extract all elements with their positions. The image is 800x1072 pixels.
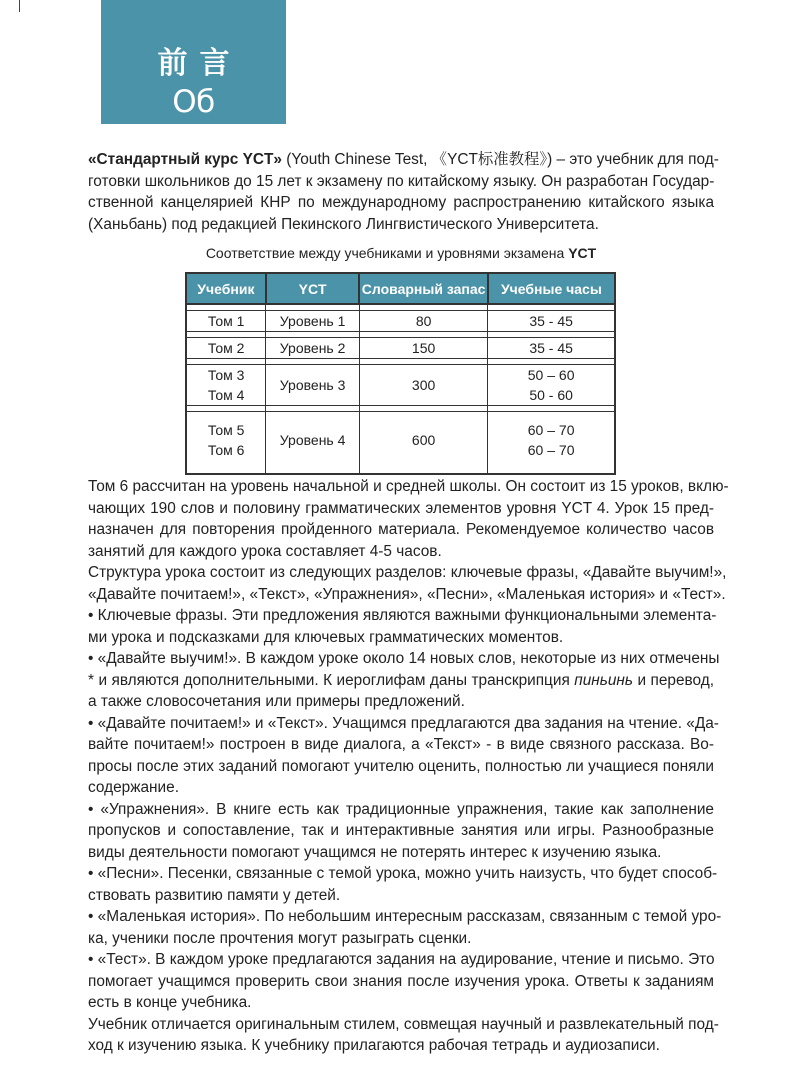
body-line: вайте почитаем!» построен в виде диалога, а «Текст» - в виде связного рассказа. Во-: [88, 736, 714, 753]
cell-book: Том 5 Том 6: [186, 412, 266, 469]
cell-vocabulary: 80: [359, 311, 487, 332]
cell-vocabulary: 600: [359, 412, 487, 469]
body-line: ка, ученики после прочтения могут разыграть сценки.: [88, 929, 472, 947]
intro-line: ственной канцелярией КНР по международному распространению китайского языка: [88, 194, 714, 211]
bullet-lets-learn: • «Давайте выучим!». В каждом уроке около 14 новых слов, некоторые из них отмечены: [88, 650, 720, 667]
table-caption: Соответствие между учебниками и уровнями экзамена YCT: [205, 245, 597, 261]
intro-line: готовки школьников до 15 лет к экзамену по китайскому языку. Он разработан Государ-: [88, 172, 715, 190]
cell-vocabulary: 300: [359, 365, 487, 406]
body-line: содержание.: [88, 779, 179, 796]
body-line: а также словосочетания или примеры предложений.: [88, 693, 465, 710]
cell-level: Уровень 1: [266, 311, 360, 332]
body-line: просы после этих заданий помогают учителю оценить, полностью ли учащиеся поняли: [88, 757, 714, 775]
bullet-songs: • «Песни». Песенки, связанные с темой урока, можно учить наизусть, что будет способ-: [88, 865, 718, 882]
intro-line: (Ханьбань) под редакцией Пекинского Лингвистического Университета.: [88, 215, 599, 233]
body-line: ствовать развитию памяти у детей.: [88, 886, 341, 904]
section-header: [101, 0, 286, 156]
header-title-chinese: 前言: [157, 46, 242, 81]
bullet-little-story: • «Маленькая история». По небольшим интересным рассказам, связанным с темой уро-: [88, 908, 722, 925]
cell-vocabulary: 150: [359, 338, 487, 359]
body-line: ход к изучению языка. К учебнику прилагаются рабочая тетрадь и аудиозаписи.: [88, 1037, 660, 1054]
body-line: чающих 190 слов и половину грамматических элементов уровня YCT 4. Урок 15 пред-: [88, 499, 714, 517]
body-line: есть в конце учебника.: [88, 994, 252, 1011]
header-title-russian: Об издании: [126, 84, 261, 156]
bullet-exercises: • «Упражнения». В книге есть как традиционные упражнения, такие как заполнение: [88, 800, 714, 818]
body-line: Том 6 рассчитан на уровень начальной и средней школы. Он состоит из 15 уроков, вклю-: [88, 478, 729, 495]
column-header-hours: Учебные часы: [488, 273, 615, 304]
cell-book: Том 2: [186, 338, 266, 359]
cell-hours: 35 - 45: [488, 338, 615, 359]
cell-hours: 35 - 45: [488, 311, 615, 332]
table-row: [186, 338, 615, 359]
bullet-test: • «Тест». В каждом уроке предлагаются задания на аудирование, чтение и письмо. Это: [88, 951, 715, 968]
bullet-lets-read: • «Давайте почитаем!» и «Текст». Учащимся предлагаются два задания на чтение. «Да-: [88, 714, 719, 732]
intro-paragraph: [88, 149, 719, 235]
body-line: назначен для повторения пройденного материала. Рекомендуемое количество часов: [88, 521, 714, 538]
body-line: помогает учащимся проверить свои знания после изучения урока. Ответы к заданиям: [88, 972, 714, 990]
body-line: «Давайте почитаем!», «Текст», «Упражнения», «Песни», «Маленькая история» и «Тест».: [88, 585, 726, 603]
cell-hours: 50 – 60 50 - 60: [488, 365, 615, 406]
column-header-book: Учебник: [186, 273, 266, 304]
table-row: [186, 311, 615, 332]
body-line: * и являются дополнительными. К иероглифам даны транскрипция пиньинь и перевод,: [88, 671, 714, 689]
bullet-key-phrases: • Ключевые фразы. Эти предложения являются важными функциональными элемента-: [88, 607, 717, 624]
body-line: ми урока и подсказками для ключевых грамматических моментов.: [88, 628, 564, 646]
cell-hours: 60 – 70 60 – 70: [488, 412, 615, 469]
table-row: [186, 365, 615, 406]
body-text: [88, 476, 729, 1057]
cell-level: Уровень 2: [266, 338, 360, 359]
crop-mark: [19, 0, 20, 12]
cell-book: Том 1: [186, 311, 266, 332]
body-line: Учебник отличается оригинальным стилем, совмещая научный и развлекательный под-: [88, 1015, 719, 1033]
book-title: «Стандартный курс YCT»: [88, 151, 282, 168]
body-line: Структура урока состоит из следующих разделов: ключевые фразы, «Давайте выучим!»,: [88, 564, 727, 581]
body-line: занятий для каждого урока составляет 4-5 часов.: [88, 542, 442, 560]
cell-level: Уровень 4: [266, 412, 360, 469]
column-header-yct: YCT: [266, 273, 360, 304]
column-header-vocabulary: Словарный запас: [359, 273, 487, 304]
cell-book: Том 3 Том 4: [186, 365, 266, 406]
intro-line: «Стандартный курс YCT» (Youth Chinese Test, 《YCT标准教程》) – это учебник для под-: [88, 151, 719, 168]
cell-level: Уровень 3: [266, 365, 360, 406]
body-line: пропусков и сопоставление, так и интерактивные занятия или игры. Разнообразные: [88, 822, 714, 839]
correspondence-table: [185, 272, 616, 475]
body-line: виды деятельности помогают учащимся не потерять интерес к изучению языка.: [88, 843, 662, 861]
table-row: [186, 412, 615, 469]
